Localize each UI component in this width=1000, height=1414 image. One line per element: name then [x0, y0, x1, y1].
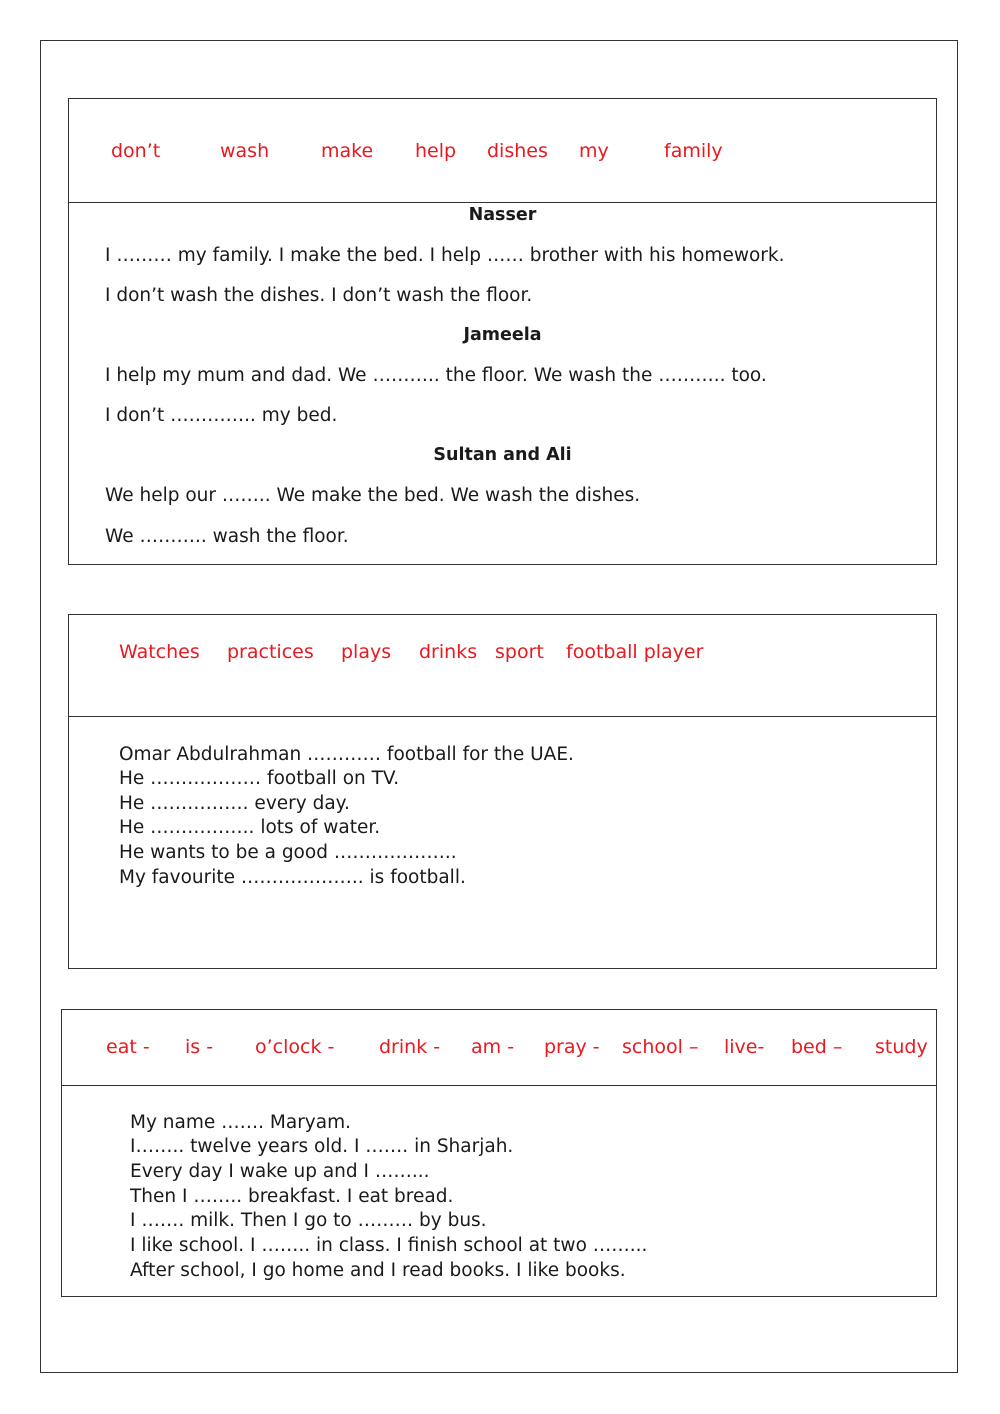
word-bank-item: o’clock - — [255, 1036, 335, 1058]
word-bank-item: make — [321, 140, 374, 162]
text-line: He ……………. every day. — [119, 793, 350, 814]
text-line: He wants to be a good ……………….. — [119, 842, 457, 863]
word-bank-item: family — [664, 140, 723, 162]
text-line: He …………….. lots of water. — [119, 817, 381, 838]
divider — [69, 202, 936, 203]
exercise-3-box — [61, 1009, 937, 1297]
word-bank-item: Watches — [119, 641, 200, 663]
word-bank-item: bed – — [791, 1036, 843, 1058]
text-line: I don’t wash the dishes. I don’t wash the floor. — [105, 285, 533, 306]
word-bank-item: help — [415, 140, 457, 162]
word-bank-item: drinks — [419, 641, 478, 663]
text-line: Omar Abdulrahman ………… football for the UAE. — [119, 744, 574, 765]
word-bank-item: wash — [220, 140, 270, 162]
text-line: He ……………… football on TV. — [119, 768, 400, 789]
text-line: After school, I go home and I read books. I like books. — [130, 1260, 626, 1281]
word-bank-item: live- — [724, 1036, 765, 1058]
divider — [69, 716, 936, 717]
text-line: My favourite ……………….. is football. — [119, 867, 466, 888]
exercise-1-box — [68, 98, 937, 565]
word-bank-item: practices — [227, 641, 314, 663]
word-bank-item: am - — [471, 1036, 515, 1058]
text-line: I like school. I …….. in class. I finish school at two ……... — [130, 1235, 648, 1256]
section-heading: Jameela — [463, 325, 542, 345]
word-bank-item: sport — [495, 641, 544, 663]
text-line: I ……. milk. Then I go to ……… by bus. — [130, 1210, 487, 1231]
section-heading: Sultan and Ali — [433, 445, 572, 465]
text-line: Then I …….. breakfast. I eat bread. — [130, 1186, 454, 1207]
word-bank-item: football player — [566, 641, 704, 663]
word-bank-item: eat - — [106, 1036, 150, 1058]
text-line: We ……….. wash the floor. — [105, 526, 349, 547]
text-line: We help our …….. We make the bed. We wash the dishes. — [105, 485, 641, 506]
text-line: My name ……. Maryam. — [130, 1112, 351, 1133]
word-bank-item: drink - — [379, 1036, 441, 1058]
word-bank-item: don’t — [111, 140, 161, 162]
word-bank-item: plays — [341, 641, 392, 663]
text-line: I help my mum and dad. We ……….. the floor. We wash the ……….. too. — [105, 365, 767, 386]
section-heading: Nasser — [468, 205, 537, 225]
word-bank-item: study — [875, 1036, 928, 1058]
divider — [62, 1085, 936, 1086]
text-line: I ……… my family. I make the bed. I help …… brother with his homework. — [105, 245, 785, 266]
text-line: I…….. twelve years old. I ……. in Sharjah. — [130, 1136, 514, 1157]
word-bank-item: school – — [622, 1036, 699, 1058]
word-bank-item: is - — [185, 1036, 214, 1058]
word-bank-item: pray - — [544, 1036, 600, 1058]
word-bank-item: my — [579, 140, 609, 162]
text-line: I don’t ………….. my bed. — [105, 405, 338, 426]
text-line: Every day I wake up and I ……... — [130, 1161, 430, 1182]
exercise-2-box — [68, 614, 937, 969]
word-bank-item: dishes — [487, 140, 548, 162]
